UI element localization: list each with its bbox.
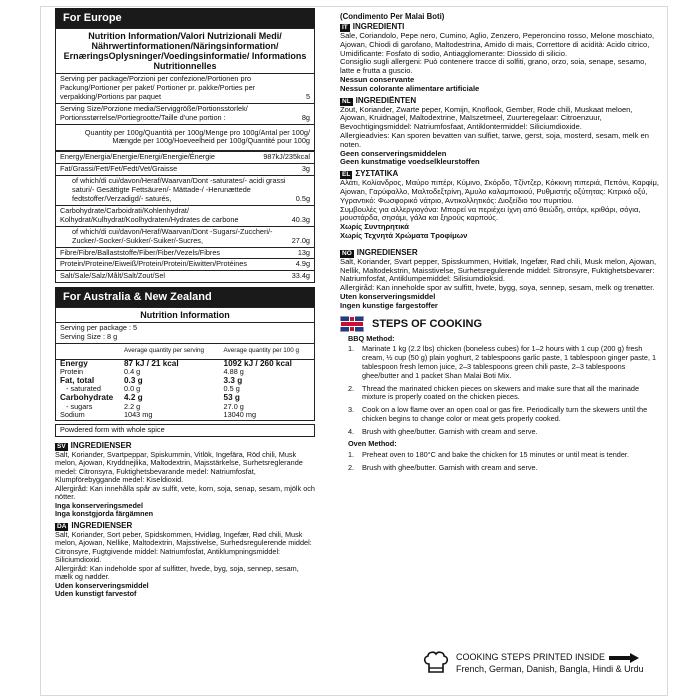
au-per-serving: 0.4 g — [124, 367, 141, 377]
no-no-colour: Ingen kunstige fargestoffer — [340, 300, 438, 310]
au-per-serving: 87 kJ / 21 kcal — [124, 358, 179, 368]
europe-nutrient-rows — [56, 152, 314, 282]
sv-lang-tag: SV — [57, 442, 66, 450]
da-ingredients — [55, 522, 315, 599]
au-note: Powdered form with whole spice — [55, 424, 315, 437]
nutrient-label: Salt/Sale/Salz/Målt/Salt/Zout/Sel — [60, 271, 166, 281]
au-serving-size: Serving Size : 8 g — [60, 332, 118, 342]
au-nutrient-label: Carbohydrate — [60, 393, 114, 402]
footer-note — [422, 650, 662, 676]
step-text: Marinate 1 kg (2.2 lbs) chicken (boneless cubes) for 1–2 hours with 1 cup (200 g) fresh cream, ½ cup (50 g) plain yoghurt, 2 tablespoons garlic paste, 1 tablespoon ginger paste, 1 tablespoon fresh lemon juice, 2–3 tablespoons green chili paste, 2–3 tablespoons ghee/butter and 1 packet Shan Malai Boti Mix. — [362, 344, 657, 380]
au-nutrient-row — [56, 368, 314, 377]
da-lang-tag: DA — [57, 522, 67, 530]
left-column — [55, 8, 315, 602]
europe-nutrient-row — [56, 152, 314, 164]
au-per-100g: 4.88 g — [223, 367, 244, 377]
it-no-preservative: Nessun conservante — [340, 74, 415, 84]
nutrient-label: of which/di cui/davon/Heraf/Waarvan/Dont -Sugars/-Zuccheri/-Zucker/-Socker/-Sukker/-Suiker/-Sucres, — [72, 226, 273, 245]
europe-title: For Europe — [55, 8, 315, 28]
el-no-preservative: Χωρίς Συντηρητικά — [340, 222, 409, 232]
step-number: 1. — [348, 450, 355, 460]
serving-size-label: Serving Size/Porzione media/Serviggröße/Portionsstorlek/ Portionsstørrelse/Portiegrootte/Taille d'une portion : — [60, 103, 248, 122]
step-number: 3. — [348, 405, 355, 415]
footer-line2: French, German, Danish, Bangla, Hindi & Urdu — [456, 664, 644, 674]
nutrient-value: 3g — [301, 164, 310, 174]
step-number: 2. — [348, 463, 355, 473]
au-per-serving: 0.0 g — [124, 384, 141, 394]
au-nutrient-row — [56, 359, 314, 368]
step-text: Brush with ghee/butter. Garnish with cream and serve. — [362, 463, 538, 473]
au-per-serving: 4.2 g — [124, 393, 143, 402]
no-title: INGREDIENSER — [356, 247, 418, 257]
au-col-100g: Average quantity per 100 g — [223, 347, 300, 355]
step-text: Thread the marinated chicken pieces on skewers and make sure that all the marinade mixture is properly coated on the chicken pieces. — [362, 383, 640, 402]
au-per-serving: 0.3 g — [124, 375, 143, 385]
nutrient-label: of which/di cui/davon/Heraf/Waarvan/Dont -saturates/- acidi grassi saturi/- Gesättigte Fettsäuren/- Mättade-/ -Herunættede fedtstoffer/Verzadigd/- saturés, — [72, 176, 286, 203]
el-title: ΣΥΣΤΑΤΙΚΑ — [355, 169, 399, 179]
servings-row — [56, 74, 314, 104]
au-nutrient-row — [56, 394, 314, 403]
el-lang-tag: EL — [342, 171, 351, 179]
it-allergy: Consiglio sugli allergeni: Può contenere tracce di solfiti, grano, orzo, soia, senape, sesamo, latte e frutta a guscio. — [340, 57, 647, 76]
europe-nutrient-row — [56, 259, 314, 271]
europe-nutrient-row — [56, 206, 314, 227]
cooking-step — [348, 345, 660, 380]
servings-value: 5 — [305, 91, 310, 101]
sv-allergy: Allergiråd: Kan innehålla spår av sulfit, vete, korn, soja, senap, sesam, mjölk och nötter. — [55, 483, 315, 502]
nl-text: Zout, Koriander, Zwarte peper, Komijn, Knoflook, Gember, Rode chili, Muskaat meloen, Ajowan, Kruidnagel, Maltodextrine, Maïszetmeel, Zuurteregelaar: Citroenzuur, Bevochtigingsmiddel: Natriumfosfaat, Antiklontermiddel: Siliciumdioxide. — [340, 104, 633, 132]
nutrient-value: 987kJ/235kcal — [263, 152, 310, 162]
el-text: Αλάτι, Κολίανδρος, Μαύρο πιπέρι, Κύμινο, Σκόρδο, Τζίντζερ, Κόκκινη πιπεριά, Πεπόνι, Καρφίμ, Ajowan, Γαρύφαλλο, Μαλτοδεξτρίνη, Άμυλο καλαμποκιού, Ρυθμιστής οξύτητας: Κιτρικό οξύ, Υγραντικό: Φωσφορικό νάτριο, Αντικολλητικός: Διοξείδιο του πυριτίου. — [340, 178, 659, 205]
australia-nutrition-header: Nutrition Information — [56, 308, 314, 323]
da-title: INGREDIENSER — [71, 520, 133, 530]
it-no-colour: Nessun colorante alimentare artificiale — [340, 83, 480, 93]
right-column — [340, 12, 660, 477]
au-nutrition-grid — [56, 344, 314, 420]
nutrient-label: Fibre/Fibre/Ballaststoffe/Fiber/Fiber/Vezels/Fibres — [60, 247, 221, 257]
step-text: Cook on a low flame over an open coal or gas fire. Periodically turn the skewers until the chicken begins to change color or meat gets properly cooked. — [362, 405, 648, 423]
el-allergy: Συμβουλές για αλλεργιογόνα: Μπορεί να περιέχει ίχνη από θειώδη, σιτάρι, κριθάρι, σόγια, μουστάρδα, σησάμι, γάλα και ξηρούς καρπούς. — [340, 204, 641, 223]
au-nutrient-label: Energy — [60, 358, 88, 368]
nl-ingredients — [340, 97, 660, 168]
cooking-step — [348, 464, 660, 473]
sv-text: Salt, Koriander, Svartpeppar, Spiskummin, Vitlök, Ingefära, Röd chili, Musk melon, Ajowan, Kryddnejlika, Maltodextrin, Majsstärkelse, Surhetsreglerande medel: Citronsyra, Fuktighetsbevarande medel: Natriumfosfat, Klumpförebyggande medel: Kiseldioxid. — [55, 449, 303, 485]
au-nutrient-label: Fat, total — [60, 375, 95, 385]
bbq-method-title: BBQ Method: — [348, 333, 395, 343]
europe-nutrient-row — [56, 176, 314, 206]
nutrient-label: Protein/Proteine/Eiweiß/Protein/Protein/Eiwitten/Protéines — [60, 259, 247, 269]
au-per-serving: 1043 mg — [124, 410, 153, 420]
sv-ingredients — [55, 442, 315, 519]
nl-lang-tag: NL — [342, 97, 351, 105]
europe-nutrient-row — [56, 271, 314, 282]
servings-label: Serving per package/Porzioni per confezione/Portionen pro Packung/Portioner per paket/ Portioner pr. pakke/Porties per verpakking/Portions par paquet — [60, 74, 256, 101]
el-ingredients — [340, 170, 660, 241]
sv-title: INGREDIENSER — [70, 440, 132, 450]
da-no-colour: Uden kunstigt farvestof — [55, 589, 137, 599]
da-allergy: Allergiråd: Kan indeholde spor af sulfitter, hvede, byg, soja, sennep, sesam, mælk og nødder. — [55, 563, 299, 582]
nutrient-value: 0.5g — [295, 193, 310, 203]
serving-size-value: 8g — [301, 112, 310, 122]
nutrient-value: 40.3g — [291, 214, 310, 224]
uk-flag-icon — [340, 316, 364, 332]
step-number: 2. — [348, 383, 355, 393]
it-ingredients — [340, 23, 660, 94]
steps-header — [340, 316, 660, 332]
europe-nutrient-row — [56, 227, 314, 248]
sv-no-preservative: Inga konserveringsmedel — [55, 500, 144, 510]
cooking-step — [348, 451, 660, 460]
condiment-title: (Condimento Per Malai Boti) — [340, 12, 445, 21]
nutrient-value: 33.4g — [291, 271, 310, 281]
nutrient-label: Fat/Grassi/Fett/Fet/Fedt/Vet/Graisse — [60, 164, 178, 174]
oven-method-title: Oven Method: — [348, 439, 397, 449]
europe-nutrient-row — [56, 248, 314, 260]
nutrient-label: Energy/Energia/Energie/Energi/Energie/Énergie — [60, 152, 215, 162]
arrow-right-icon — [609, 653, 639, 663]
step-number: 4. — [348, 426, 355, 436]
no-lang-tag: NO — [342, 249, 352, 257]
au-per-serving: 2.2 g — [124, 401, 141, 411]
bbq-steps — [348, 345, 660, 436]
no-allergy: Allergiråd: Kan inneholde spor av sulfitt, hvete, bygg, soya, sennep, sesam, melk og trenøtter. — [340, 283, 655, 293]
au-per-100g: 27.0 g — [223, 401, 244, 411]
au-per-100g: 0.5 g — [223, 384, 240, 394]
serving-size-row — [56, 104, 314, 125]
sv-no-colour: Inga konstgjorda färgämnen — [55, 509, 154, 519]
it-lang-tag: IT — [342, 24, 348, 31]
quantity-label: Quantity per 100g/Quantità per 100g/Menge pro 100g/Antal per 100g/ Mængde per 100g/Hoeveelheid per 100g/Quantité pour 100g — [84, 127, 310, 146]
au-col-serving: Average quantity per serving — [124, 347, 205, 355]
europe-nutrition-table — [55, 28, 315, 283]
nutrient-value: 13g — [297, 247, 310, 257]
no-text: Salt, Koriander, Svart pepper, Spisskummen, Hvitløk, Ingefær, Rød chili, Musk melon, Ajowan, Nellik, Maltodekstrin, Maisstivelse, Surhetsregulerende middel: Sitronsyre, Fuktighetsbevarer: Natriumfosfat, Antiklumpemiddel: Silisiumdioksid. — [340, 256, 657, 284]
no-ingredients — [340, 249, 660, 311]
au-per-100g: 1092 kJ / 260 kcal — [223, 358, 292, 368]
au-serving-package: Serving per package : 5 — [60, 323, 138, 333]
footer-line1: COOKING STEPS PRINTED INSIDE — [456, 652, 606, 662]
nl-no-preservative: Geen conserveringsmiddelen — [340, 148, 447, 158]
au-serving-info — [56, 323, 314, 344]
nutrient-value: 4.9g — [295, 259, 310, 269]
au-nutrient-label: - sugars — [66, 401, 93, 411]
step-text: Preheat oven to 180°C and bake the chicken for 15 minutes or until meat is tender. — [362, 450, 629, 460]
australia-nutrition-table — [55, 307, 315, 421]
au-nutrient-label: Protein — [60, 367, 84, 377]
da-no-preservative: Uden konserveringsmiddel — [55, 580, 149, 590]
au-nutrient-rows — [56, 359, 314, 420]
au-nutrient-row — [56, 411, 314, 420]
au-nutrient-label: - saturated — [66, 384, 101, 394]
bbq-method — [348, 335, 660, 473]
it-text: Sale, Coriandolo, Pepe nero, Cumino, Aglio, Zenzero, Peperoncino rosso, Melone moschiato, Ajowan, Chiodi di garofano, Maltodestrina, Amido di mais, Correttore di acidità: Acido citrico, Umidificante: Fosfato di sodio, Antiagglomerante: Diossido di silicio. — [340, 31, 655, 58]
nl-title: INGREDIËNTEN — [355, 95, 417, 105]
au-per-100g: 53 g — [223, 393, 240, 402]
nl-allergy: Allergieadvies: Kan sporen bevatten van sulfiet, tarwe, gerst, soja, mosterd, sesam, melk en noten. — [340, 130, 649, 149]
nutrient-label: Carbohydrate/Carboidrati/Kohlenhydrat/ Kolhydrat/Kulhydrat/Koolhydraten/Hydrates de carbone — [60, 205, 239, 224]
au-per-100g: 3.3 g — [223, 375, 243, 385]
au-nutrient-label: Sodium — [60, 410, 85, 420]
it-title: INGREDIENTI — [352, 22, 405, 31]
europe-nutrient-row — [56, 164, 314, 176]
au-nutrient-row — [56, 403, 314, 412]
europe-nutrition-header: Nutrition Information/Valori Nutrizionali Medi/ Nährwertinformationen/Näringsinformation/ ErnæringsOplysninger/Voedingsinformatie/ Informations Nutritionnelles — [56, 29, 314, 74]
quantity-row — [56, 125, 314, 153]
nl-no-colour: Geen kunstmatige voedselkleurstoffen — [340, 157, 480, 167]
cooking-step — [348, 406, 660, 424]
step-text: Brush with ghee/butter. Garnish with cream and serve. — [362, 426, 538, 436]
steps-title: STEPS OF COOKING — [372, 317, 483, 330]
da-text: Salt, Koriander, Sort peber, Spidskommen, Hvidløg, Ingefær, Rød chili, Musk melon, Ajowan, Nellike, Maltodextrin, Majsstivelse, Surhedsregulerende middel: Citronsyre, Fugtgivende middel: Natriumfosfat, Antiklumpningsmiddel: Siliciumdioxid. — [55, 529, 312, 565]
oven-steps — [348, 451, 660, 473]
cooking-step — [348, 385, 660, 403]
no-no-preservative: Uten konserveringsmiddel — [340, 291, 436, 301]
au-per-100g: 13040 mg — [223, 410, 257, 420]
australia-title: For Australia & New Zealand — [55, 287, 315, 307]
cooking-step — [348, 428, 660, 437]
chef-hat-icon — [422, 650, 450, 676]
step-number: 1. — [348, 344, 355, 354]
nutrient-value: 27.0g — [291, 235, 310, 245]
el-no-colour: Χωρίς Τεχνητά Χρώματα Τροφίμων — [340, 230, 468, 240]
